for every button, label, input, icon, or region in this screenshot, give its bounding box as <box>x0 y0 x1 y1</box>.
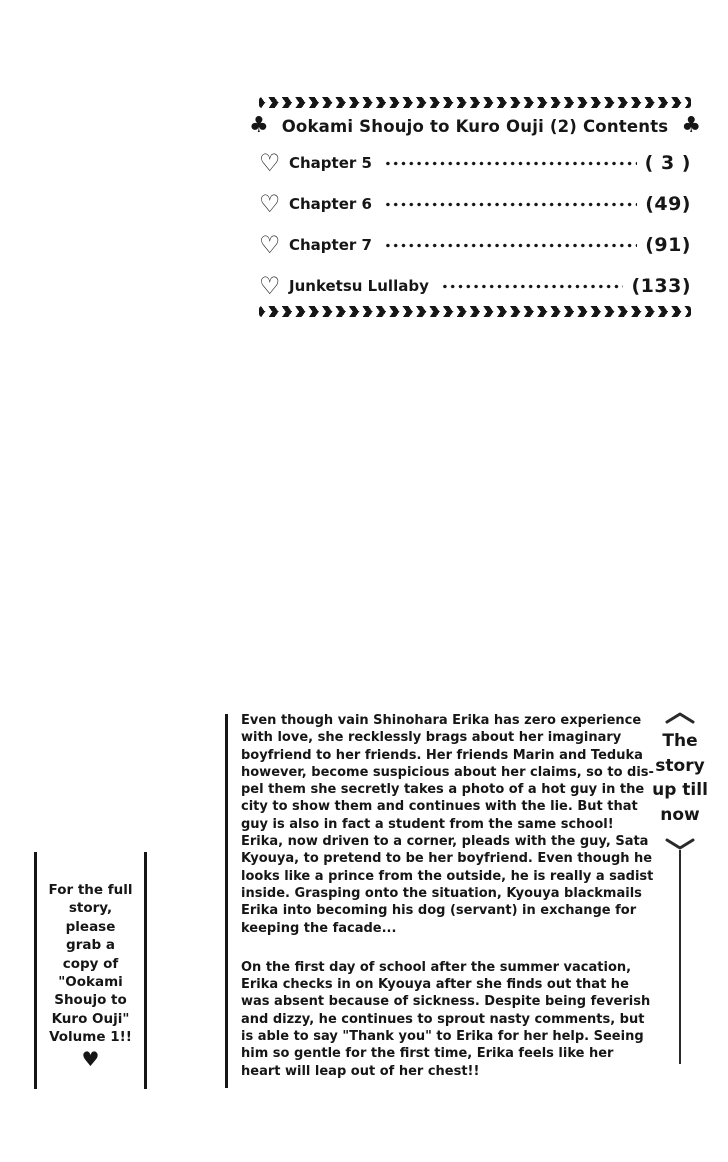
side-label-line: up till <box>652 780 708 800</box>
page-number: ( 3 ) <box>644 151 691 174</box>
story-line: pel them she secretly takes a photo of a hot guy in the <box>241 782 645 798</box>
club-icon: ♣ <box>681 113 702 138</box>
story-paragraph-1 <box>241 712 654 937</box>
contents-title-row <box>248 110 702 142</box>
heart-filled-icon: ♥ <box>81 1046 100 1071</box>
story-line: Erika checks in on Kyouya after she finds out that he <box>241 977 629 993</box>
heart-outline-icon: ♡ <box>259 148 281 177</box>
caret-up-icon <box>663 710 697 725</box>
toc-row-junketsu-lullaby <box>259 265 691 306</box>
volume-note-line: Kuro Ouji" <box>51 1010 130 1027</box>
contents-rows <box>259 142 691 306</box>
contents-title: Ookami Shoujo to Kuro Ouji (2) Contents <box>281 116 669 136</box>
volume-note-line: grab a <box>66 937 115 954</box>
heart-outline-icon: ♡ <box>259 271 281 300</box>
dot-leader <box>384 161 637 166</box>
story-line: inside. Grasping onto the situation, Kyouya blackmails <box>241 885 642 901</box>
table-of-contents <box>248 97 702 317</box>
story-recap <box>241 712 654 1080</box>
club-icon: ♣ <box>248 113 269 138</box>
story-line: was absent because of sickness. Despite being feverish <box>241 994 651 1010</box>
story-line: is able to say "Thank you" to Erika for her help. Seeing <box>241 1029 644 1045</box>
story-line: looks like a prince from the outside, he is really a sadist <box>241 868 654 884</box>
heart-outline-icon: ♡ <box>259 189 281 218</box>
decorative-zigzag-border-top <box>259 97 691 108</box>
toc-row-chapter-5 <box>259 142 691 183</box>
story-line: Kyouya, to pretend to be her boyfriend. Even though he <box>241 851 653 867</box>
volume-note-line: Shoujo to <box>54 992 127 1009</box>
story-line: heart will leap out of her chest!! <box>241 1063 480 1079</box>
volume-note-line: story, <box>68 900 113 917</box>
decorative-zigzag-border-bottom <box>259 306 691 317</box>
story-line: Even though vain Shinohara Erika has zero experience <box>241 713 642 728</box>
story-line: him so gentle for the first time, Erika feels like her <box>241 1046 614 1062</box>
story-line: guy is also in fact a student from the same school! <box>241 816 614 832</box>
story-line: On the first day of school after the summer vacation, <box>241 959 632 975</box>
story-line: however, become suspicious about her claims, so to dis- <box>241 764 654 780</box>
story-divider-line <box>225 714 228 1088</box>
toc-row-chapter-6 <box>259 183 691 224</box>
page-number: (91) <box>645 233 691 256</box>
story-line: keeping the facade... <box>241 920 397 936</box>
story-line: and dizzy, he continues to sprout nasty comments, but <box>241 1011 645 1027</box>
side-label-line: The <box>662 731 698 751</box>
side-label-line: now <box>660 804 700 825</box>
volume-promo-box <box>34 852 147 1089</box>
side-label <box>650 729 710 827</box>
side-vertical-line <box>679 850 681 1064</box>
heart-outline-icon: ♡ <box>259 230 281 259</box>
volume-note-line: Volume 1!! <box>49 1029 132 1046</box>
page-number: (49) <box>645 192 691 215</box>
volume-note-line: please <box>65 918 116 935</box>
dot-leader <box>384 202 637 207</box>
story-paragraph-2 <box>241 959 651 1080</box>
side-label-line: story <box>655 755 705 776</box>
chapter-label: Chapter 5 <box>289 153 372 172</box>
dot-leader <box>441 284 624 289</box>
story-line: boyfriend to her friends. Her friends Marin and Teduka <box>241 747 643 763</box>
chapter-label: Chapter 6 <box>289 194 372 213</box>
page-number: (133) <box>631 274 691 297</box>
chapter-label: Chapter 7 <box>289 235 372 254</box>
story-line: Erika, now driven to a corner, pleads with the guy, Sata <box>241 834 649 850</box>
story-up-till-now-note <box>650 710 710 1064</box>
story-line: city to show them and continues with the lie. But that <box>241 799 638 815</box>
story-line: Erika into becoming his dog (servant) in exchange for <box>241 903 637 919</box>
chapter-label: Junketsu Lullaby <box>289 276 429 295</box>
dot-leader <box>384 243 637 248</box>
story-line: with love, she recklessly brags about her imaginary <box>241 730 622 746</box>
volume-note-line: For the full <box>48 882 133 898</box>
toc-row-chapter-7 <box>259 224 691 265</box>
volume-note-line: "Ookami <box>58 974 123 991</box>
volume-note-line: copy of <box>62 955 119 972</box>
